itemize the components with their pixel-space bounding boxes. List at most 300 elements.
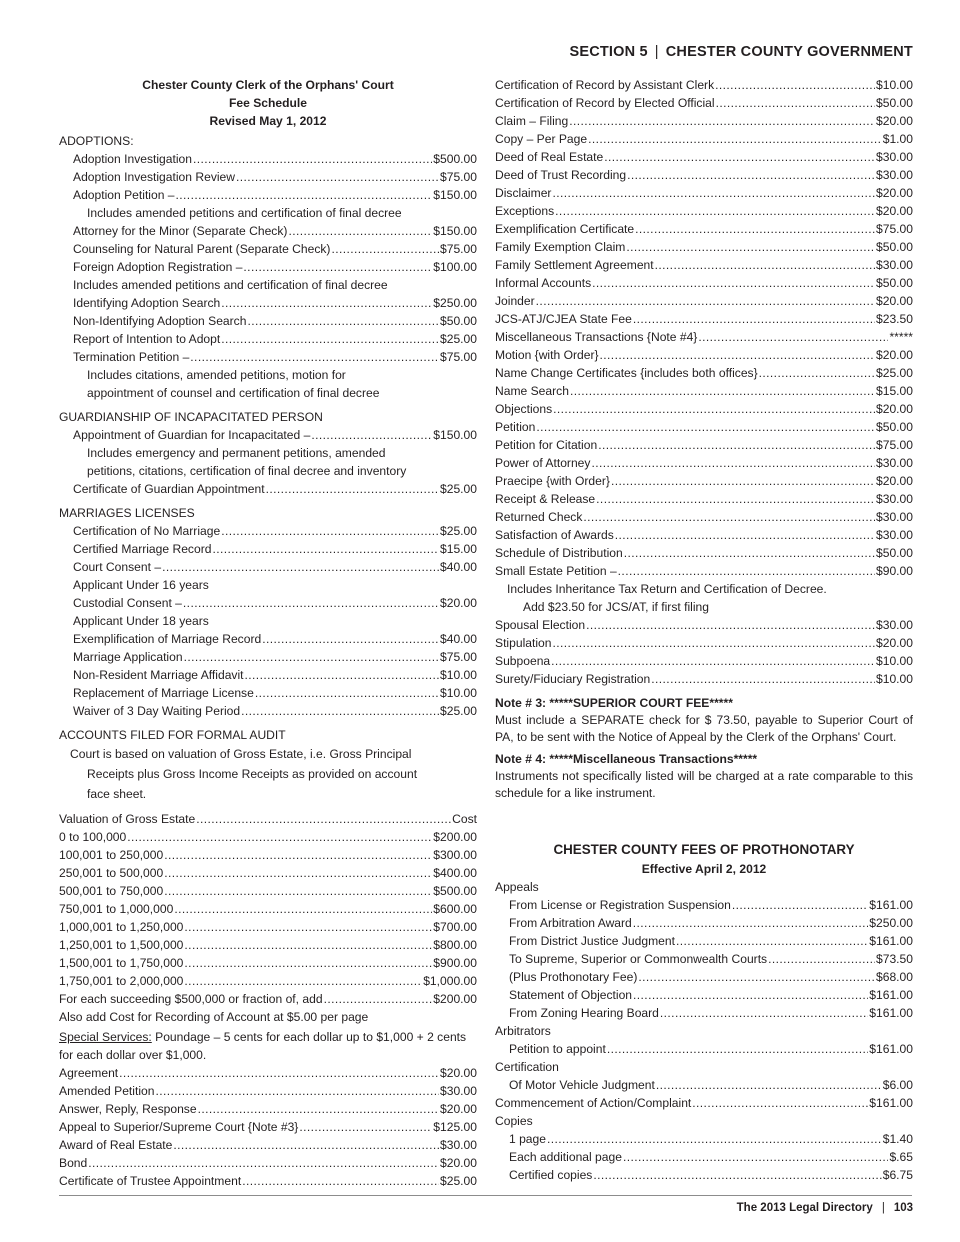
fee-label: For each succeeding $500,000 or fraction of, add xyxy=(59,992,323,1006)
fee-amount: $15.00 xyxy=(876,384,913,398)
fee-amount: $161.00 xyxy=(869,1006,913,1020)
fee-row xyxy=(59,990,477,1008)
fee-row xyxy=(59,936,477,954)
dot-leader xyxy=(184,954,432,972)
fee-row xyxy=(59,846,477,864)
dot-leader xyxy=(184,918,432,936)
fee-amount: $250.00 xyxy=(433,296,477,310)
fee-label: Schedule of Distribution xyxy=(495,546,623,560)
special-services-label: Special Services: xyxy=(59,1030,152,1044)
dot-leader xyxy=(164,846,432,864)
fee-label: Certified Marriage Record xyxy=(73,542,212,556)
adoptions-list xyxy=(59,150,477,402)
orphans-title xyxy=(59,76,477,130)
dot-leader xyxy=(759,364,875,382)
fee-amount: $10.00 xyxy=(440,668,477,682)
dot-leader xyxy=(162,558,439,576)
fee-amount: $6.00 xyxy=(882,1078,913,1092)
fee-amount: $161.00 xyxy=(869,934,913,948)
dot-leader xyxy=(611,472,875,490)
fee-row xyxy=(495,950,913,968)
note3-text: Must include a SEPARATE check for $ 73.50, payable to Superior Court of PA, to be sent with the Notice of Appeal by the Clerk of the Orphans' Court. xyxy=(495,713,913,744)
dot-leader xyxy=(221,330,439,348)
fee-row xyxy=(59,186,477,204)
fee-row xyxy=(59,348,477,366)
fee-amount: $20.00 xyxy=(440,1066,477,1080)
fee-label: Adoption Investigation xyxy=(73,152,193,166)
accounts-note xyxy=(59,744,477,804)
fee-label: Appointment of Guardian for Incapacitated – xyxy=(73,428,311,442)
fee-amount: $20.00 xyxy=(876,474,913,488)
accounts-heading: ACCOUNTS FILED FOR FORMAL AUDIT xyxy=(59,728,286,742)
fee-amount: $100.00 xyxy=(433,260,477,274)
fee-row xyxy=(495,896,913,914)
fee-amount: $200.00 xyxy=(433,992,477,1006)
fee-row xyxy=(495,220,913,238)
guardianship-heading: GUARDIANSHIP OF INCAPACITATED PERSON xyxy=(59,410,323,424)
marriages-list xyxy=(59,522,477,720)
fee-row xyxy=(59,168,477,186)
dot-leader xyxy=(598,436,875,454)
dot-leader xyxy=(624,544,875,562)
fee-amount: $25.00 xyxy=(440,482,477,496)
fee-amount: $20.00 xyxy=(440,1102,477,1116)
fee-row xyxy=(59,312,477,330)
fee-row xyxy=(59,864,477,882)
fee-row xyxy=(495,932,913,950)
fee-row xyxy=(495,184,913,202)
dot-leader xyxy=(241,702,439,720)
fee-label: Family Settlement Agreement xyxy=(495,258,654,272)
fee-amount: $20.00 xyxy=(876,636,913,650)
fee-label: Spousal Election xyxy=(495,618,586,632)
fee-amount: $1.40 xyxy=(882,1132,913,1146)
guardianship-list xyxy=(59,426,477,498)
dot-leader xyxy=(119,1064,439,1082)
dot-leader xyxy=(627,166,875,184)
fee-label: Custodial Consent – xyxy=(73,596,182,610)
fee-row xyxy=(59,522,477,540)
fee-label: JCS-ATJ/CJEA State Fee xyxy=(495,312,632,326)
fee-label: Identifying Adoption Search xyxy=(73,296,221,310)
dot-leader xyxy=(164,864,432,882)
fee-amount: $30.00 xyxy=(876,168,913,182)
fee-label: Certificate of Guardian Appointment xyxy=(73,482,265,496)
fee-label: Certification of Record by Elected Official xyxy=(495,96,715,110)
dot-leader xyxy=(635,220,875,238)
fee-row xyxy=(59,426,477,444)
arbitrators-list xyxy=(495,1040,913,1058)
fee-label: 1,250,001 to 1,500,000 xyxy=(59,938,184,952)
fee-label: Exemplification of Marriage Record xyxy=(73,632,262,646)
fee-label: To Supreme, Superior or Commonwealth Courts xyxy=(509,952,768,966)
fee-row xyxy=(495,1040,913,1058)
court-consent-note: Applicant Under 16 years xyxy=(73,578,209,592)
right-column xyxy=(495,76,913,1184)
dot-leader xyxy=(623,1148,888,1166)
fee-row xyxy=(495,436,913,454)
dot-leader xyxy=(174,900,432,918)
dot-leader xyxy=(176,186,433,204)
fee-amount: $200.00 xyxy=(433,830,477,844)
fee-amount: $10.00 xyxy=(876,78,913,92)
fee-amount: $30.00 xyxy=(876,528,913,542)
dot-leader xyxy=(600,346,875,364)
marriages-heading: MARRIAGES LICENSES xyxy=(59,506,195,520)
fee-label: Attorney for the Minor (Separate Check) xyxy=(73,224,288,238)
fee-amount: Cost xyxy=(452,812,477,826)
fee-row xyxy=(59,558,477,576)
fee-amount: $20.00 xyxy=(876,294,913,308)
fee-amount: $50.00 xyxy=(876,96,913,110)
fee-label: Petition to appoint xyxy=(509,1042,606,1056)
fee-row xyxy=(59,540,477,558)
fee-amount: $50.00 xyxy=(876,276,913,290)
fee-label: Exemplification Certificate xyxy=(495,222,635,236)
fee-row xyxy=(59,1136,477,1154)
fee-amount: $300.00 xyxy=(433,848,477,862)
fee-label: Of Motor Vehicle Judgment xyxy=(509,1078,655,1092)
dot-leader xyxy=(190,348,439,366)
fee-amount: $20.00 xyxy=(876,186,913,200)
fee-row xyxy=(495,346,913,364)
publication-name: The 2013 Legal Directory xyxy=(736,1202,873,1214)
orphans-title-line: Chester County Clerk of the Orphans' Court xyxy=(142,78,394,92)
fee-amount: $161.00 xyxy=(869,1042,913,1056)
fee-amount: $25.00 xyxy=(876,366,913,380)
section-title: CHESTER COUNTY GOVERNMENT xyxy=(665,44,913,60)
fee-label: Waiver of 3 Day Waiting Period xyxy=(73,704,241,718)
copies-list xyxy=(495,1130,913,1184)
fee-label: Commencement of Action/Complaint xyxy=(495,1096,692,1110)
small-estate-note-line: Includes Inheritance Tax Return and Certification of Decree. xyxy=(507,582,827,596)
dot-leader xyxy=(553,400,875,418)
dot-leader xyxy=(221,522,439,540)
dot-leader xyxy=(193,150,432,168)
fee-row xyxy=(495,634,913,652)
fee-label: 750,001 to 1,000,000 xyxy=(59,902,174,916)
guardianship-note-line: petitions, citations, certification of final decree and inventory xyxy=(87,464,407,478)
fee-label: 1 page xyxy=(509,1132,546,1146)
fee-amount: $125.00 xyxy=(433,1120,477,1134)
termination-note-line: appointment of counsel and certification of final decree xyxy=(87,386,380,400)
fee-label: Surety/Fiduciary Registration xyxy=(495,672,651,686)
fee-amount: $500.00 xyxy=(433,884,477,898)
fee-label: Petition xyxy=(495,420,536,434)
dot-leader xyxy=(164,882,432,900)
fee-amount: $50.00 xyxy=(440,314,477,328)
fee-row xyxy=(59,330,477,348)
fee-row xyxy=(495,914,913,932)
dot-leader xyxy=(656,1076,882,1094)
small-estate-note xyxy=(495,580,913,616)
fee-row xyxy=(495,130,913,148)
dot-leader xyxy=(651,670,875,688)
fee-label: Copy – Per Page xyxy=(495,132,588,146)
fee-label: Small Estate Petition – xyxy=(495,564,617,578)
dot-leader xyxy=(247,312,439,330)
fee-row xyxy=(495,256,913,274)
guardianship-note-line: Includes emergency and permanent petitions, amended xyxy=(87,446,386,460)
fee-row xyxy=(59,1118,477,1136)
fee-row xyxy=(59,240,477,258)
fee-label: Name Change Certificates {includes both offices} xyxy=(495,366,758,380)
dot-leader xyxy=(604,148,875,166)
dot-leader xyxy=(676,932,868,950)
fee-label: 1,750,001 to 2,000,000 xyxy=(59,974,184,988)
fee-row xyxy=(59,684,477,702)
accounts-note-line: face sheet. xyxy=(87,787,147,801)
fee-row xyxy=(495,274,913,292)
fee-amount: $10.00 xyxy=(876,672,913,686)
fee-label: Family Exemption Claim xyxy=(495,240,626,254)
dot-leader xyxy=(698,328,888,346)
fee-amount: $25.00 xyxy=(440,524,477,538)
fee-row xyxy=(59,1064,477,1082)
fee-label: Non-Resident Marriage Affidavit xyxy=(73,668,244,682)
fee-label: Statement of Objection xyxy=(509,988,633,1002)
footer-separator: | xyxy=(881,1202,885,1214)
fee-amount: $600.00 xyxy=(433,902,477,916)
fee-label: Exceptions xyxy=(495,204,555,218)
fee-row xyxy=(495,310,913,328)
foreign-adoption-note: Includes amended petitions and certification of final decree xyxy=(73,278,388,292)
note3-title: Note # 3: *****SUPERIOR COURT FEE***** xyxy=(495,696,733,710)
fee-row xyxy=(495,616,913,634)
fee-row xyxy=(59,1172,477,1190)
fee-row xyxy=(59,900,477,918)
fee-amount: $68.00 xyxy=(876,970,913,984)
fee-amount: $30.00 xyxy=(876,618,913,632)
fee-amount: $20.00 xyxy=(876,402,913,416)
dot-leader xyxy=(311,426,432,444)
dot-leader xyxy=(768,950,875,968)
fee-label: Report of Intention to Adopt xyxy=(73,332,221,346)
fee-amount: $30.00 xyxy=(876,456,913,470)
prothonotary-title: CHESTER COUNTY FEES OF PROTHONOTARY xyxy=(553,842,855,857)
dot-leader xyxy=(569,112,875,130)
fee-row xyxy=(495,1094,913,1112)
termination-note-line: Includes citations, amended petitions, motion for xyxy=(87,368,346,382)
fee-row xyxy=(495,986,913,1004)
fee-label: Objections xyxy=(495,402,553,416)
fee-amount: $400.00 xyxy=(433,866,477,880)
orphans-title-line: Revised May 1, 2012 xyxy=(209,114,327,128)
fee-amount: $30.00 xyxy=(876,492,913,506)
fee-amount: $75.00 xyxy=(440,350,477,364)
fee-row xyxy=(59,150,477,168)
dot-leader xyxy=(184,972,422,990)
dot-leader xyxy=(547,1130,882,1148)
fee-amount: $25.00 xyxy=(440,704,477,718)
fee-amount: $25.00 xyxy=(440,332,477,346)
fee-amount: $150.00 xyxy=(433,224,477,238)
fee-amount: $30.00 xyxy=(440,1138,477,1152)
fee-row xyxy=(59,1100,477,1118)
fee-amount: $50.00 xyxy=(876,240,913,254)
fee-amount: $161.00 xyxy=(869,898,913,912)
dot-leader xyxy=(552,634,875,652)
fee-amount: $20.00 xyxy=(876,114,913,128)
fee-row xyxy=(495,508,913,526)
arbitrators-heading: Arbitrators xyxy=(495,1024,551,1038)
fee-row xyxy=(495,652,913,670)
dot-leader xyxy=(638,968,875,986)
fee-row xyxy=(59,882,477,900)
footer-rule xyxy=(59,1195,912,1196)
dot-leader xyxy=(536,418,875,436)
fee-label: Amended Petition xyxy=(59,1084,155,1098)
fee-amount: $10.00 xyxy=(876,654,913,668)
dot-leader xyxy=(173,1136,439,1154)
dot-leader xyxy=(212,540,439,558)
fee-row xyxy=(495,112,913,130)
fee-amount: $90.00 xyxy=(876,564,913,578)
dot-leader xyxy=(570,382,875,400)
orphans-title-line: Fee Schedule xyxy=(229,96,307,110)
fee-label: Certification of No Marriage xyxy=(73,524,221,538)
fee-row xyxy=(495,472,913,490)
fee-label: Returned Check xyxy=(495,510,583,524)
fee-label: Stipulation xyxy=(495,636,552,650)
fee-row xyxy=(495,526,913,544)
commencement-list xyxy=(495,1094,913,1112)
fee-amount: ***** xyxy=(889,330,913,344)
fee-amount: $1,000.00 xyxy=(423,974,477,988)
fee-label: Receipt & Release xyxy=(495,492,596,506)
page-number: 103 xyxy=(893,1202,913,1214)
fee-row xyxy=(495,400,913,418)
dot-leader xyxy=(552,184,875,202)
certification-heading: Certification xyxy=(495,1060,559,1074)
fee-amount: $161.00 xyxy=(869,1096,913,1110)
fee-amount: $900.00 xyxy=(433,956,477,970)
fee-label: Adoption Investigation Review xyxy=(73,170,236,184)
fee-row xyxy=(495,382,913,400)
dot-leader xyxy=(692,1094,868,1112)
dot-leader xyxy=(288,222,432,240)
fee-row xyxy=(495,670,913,688)
accounts-note-line: Court is based on valuation of Gross Estate, i.e. Gross Principal xyxy=(70,747,412,761)
fee-label: Court Consent – xyxy=(73,560,162,574)
dot-leader xyxy=(184,648,439,666)
fee-label: 250,001 to 500,000 xyxy=(59,866,164,880)
fee-label: Informal Accounts xyxy=(495,276,592,290)
fee-amount: $75.00 xyxy=(876,222,913,236)
fee-label: Bond xyxy=(59,1156,88,1170)
fee-row xyxy=(59,294,477,312)
dot-leader xyxy=(592,274,875,292)
misc-fees-right xyxy=(495,76,913,580)
fee-label: Valuation of Gross Estate xyxy=(59,812,196,826)
fee-label: Counseling for Natural Parent (Separate Check) xyxy=(73,242,331,256)
fee-label: 500,001 to 750,000 xyxy=(59,884,164,898)
fee-label: Deed of Real Estate xyxy=(495,150,604,164)
fee-label: Marriage Application xyxy=(73,650,183,664)
dot-leader xyxy=(242,1172,439,1190)
fee-row xyxy=(59,1154,477,1172)
dot-leader xyxy=(551,652,875,670)
fee-row xyxy=(59,918,477,936)
dot-leader xyxy=(255,684,439,702)
fee-label: Certification of Record by Assistant Clerk xyxy=(495,78,715,92)
fee-label: Adoption Petition – xyxy=(73,188,175,202)
fee-amount: $15.00 xyxy=(440,542,477,556)
fee-label: Award of Real Estate xyxy=(59,1138,173,1152)
dot-leader xyxy=(221,294,432,312)
fee-amount: $75.00 xyxy=(440,170,477,184)
fee-row xyxy=(495,364,913,382)
fee-amount: $20.00 xyxy=(876,204,913,218)
dot-leader xyxy=(262,630,439,648)
fee-label: From Arbitration Award xyxy=(509,916,632,930)
dot-leader xyxy=(607,1040,868,1058)
appeals-list xyxy=(495,896,913,1022)
fee-amount: $500.00 xyxy=(433,152,477,166)
fee-row xyxy=(495,76,913,94)
fee-label: Power of Attorney xyxy=(495,456,591,470)
fee-amount: $75.00 xyxy=(440,242,477,256)
dot-leader xyxy=(615,526,875,544)
dot-leader xyxy=(633,914,869,932)
fee-amount: $10.00 xyxy=(440,686,477,700)
adoptions-heading: ADOPTIONS: xyxy=(59,134,134,148)
fee-row xyxy=(495,328,913,346)
fee-label: Subpoena xyxy=(495,654,551,668)
dot-leader xyxy=(633,310,875,328)
fee-label: (Plus Prothonotary Fee) xyxy=(509,970,638,984)
fee-amount: $75.00 xyxy=(876,438,913,452)
fee-label: 1,500,001 to 1,750,000 xyxy=(59,956,184,970)
fee-label: Praecipe {with Order} xyxy=(495,474,610,488)
fee-amount: $150.00 xyxy=(433,188,477,202)
fee-label: Certificate of Trustee Appointment xyxy=(59,1174,242,1188)
fee-label: Claim – Filing xyxy=(495,114,569,128)
fee-row xyxy=(495,562,913,580)
prothonotary-subtitle: Effective April 2, 2012 xyxy=(641,862,767,876)
misc-fees-right-b xyxy=(495,616,913,688)
fee-amount: $250.00 xyxy=(869,916,913,930)
fee-amount: $30.00 xyxy=(876,510,913,524)
dot-leader xyxy=(155,1082,439,1100)
fee-label: Foreign Adoption Registration – xyxy=(73,260,243,274)
fee-row xyxy=(59,594,477,612)
accounts-note-line: Receipts plus Gross Income Receipts as provided on account xyxy=(87,767,418,781)
fee-label: Joinder xyxy=(495,294,535,308)
dot-leader xyxy=(583,508,875,526)
fee-row xyxy=(495,1166,913,1184)
dot-leader xyxy=(88,1154,439,1172)
fee-label: From License or Registration Suspension xyxy=(509,898,731,912)
custodial-consent-note: Applicant Under 18 years xyxy=(73,614,209,628)
fee-label: Agreement xyxy=(59,1066,119,1080)
fee-label: Miscellaneous Transactions {Note #4} xyxy=(495,330,698,344)
fee-amount: $161.00 xyxy=(869,988,913,1002)
dot-leader xyxy=(715,76,875,94)
fee-amount: $23.50 xyxy=(876,312,913,326)
dot-leader xyxy=(324,990,433,1008)
page-footer xyxy=(737,1202,913,1214)
misc-fees-left xyxy=(59,1064,477,1190)
fee-row xyxy=(495,166,913,184)
certification-list xyxy=(495,1076,913,1094)
fee-row xyxy=(59,630,477,648)
fee-label: Petition for Citation xyxy=(495,438,598,452)
adoption-petition-note: Includes amended petitions and certification of final decree xyxy=(87,206,402,220)
fee-row xyxy=(495,202,913,220)
fee-row xyxy=(495,292,913,310)
note4-text: Instruments not specifically listed will be charged at a rate comparable to this schedule for a like instrument. xyxy=(495,769,913,800)
